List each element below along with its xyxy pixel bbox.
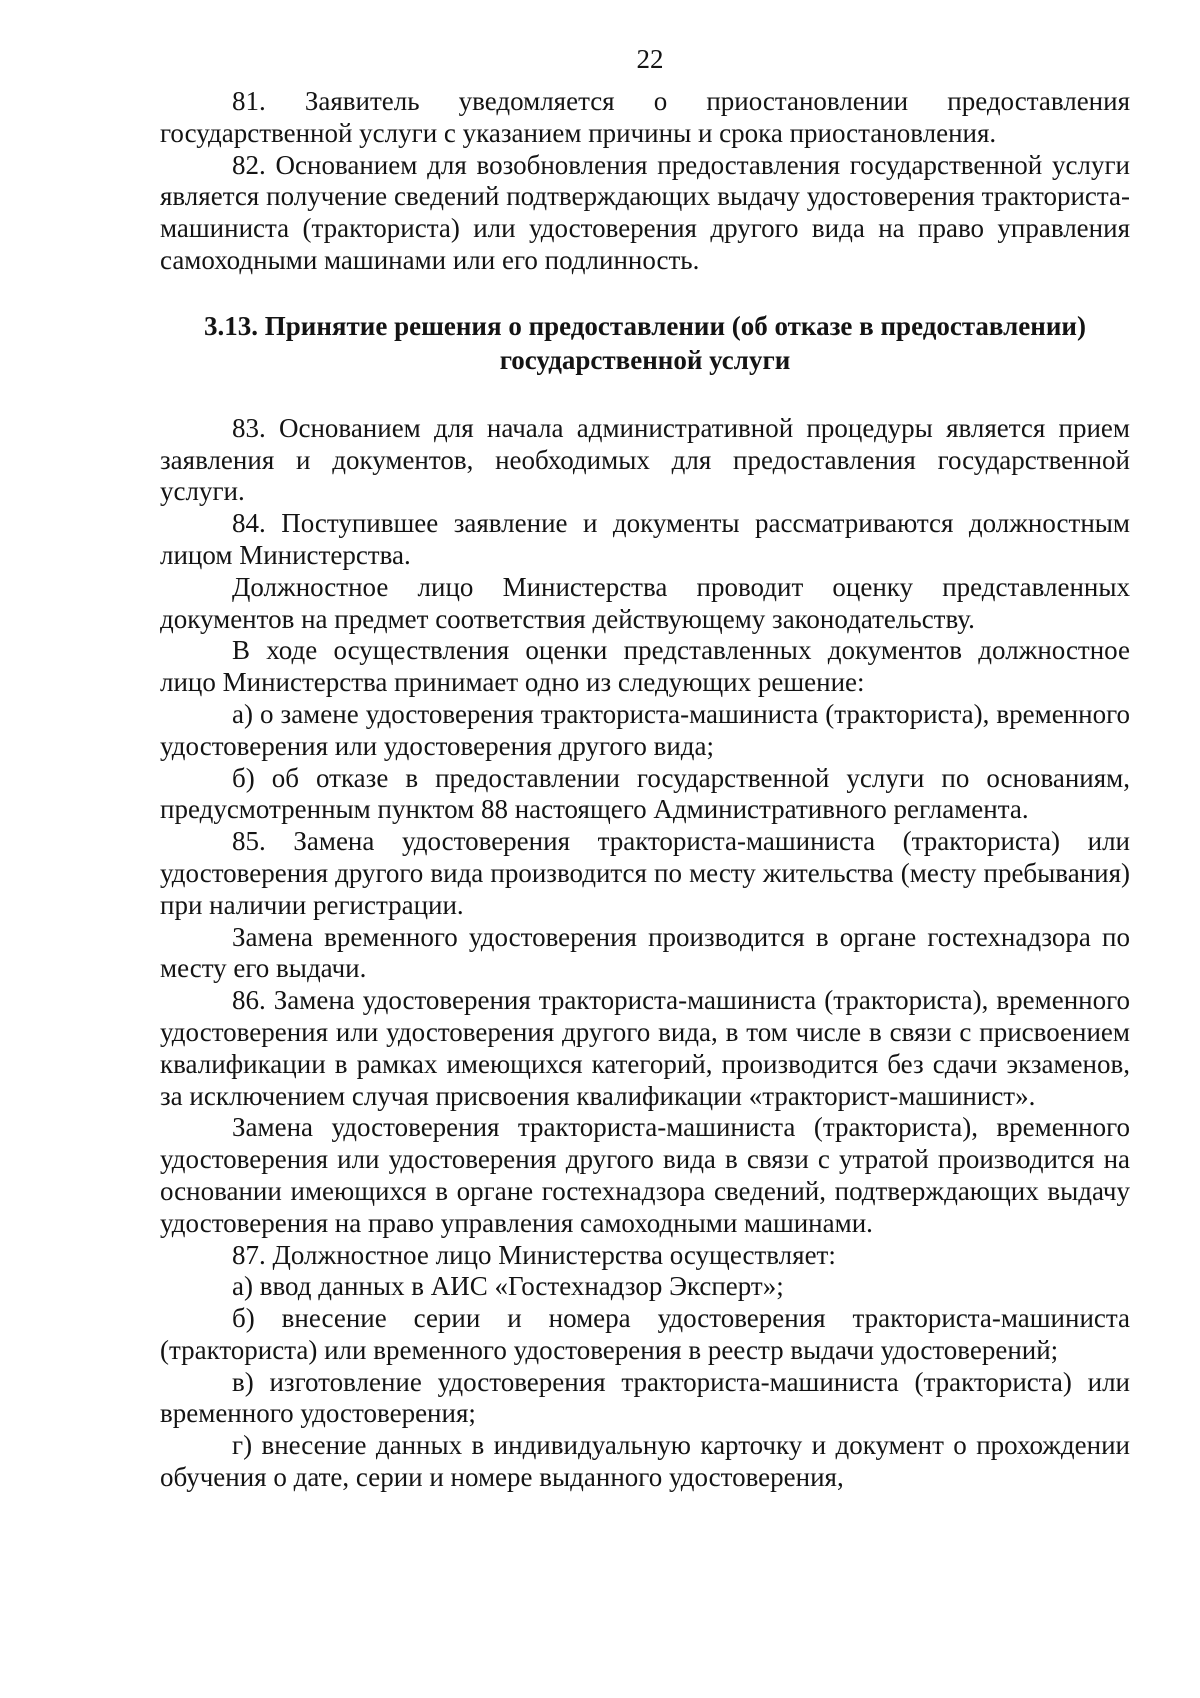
paragraph-84-evaluation: Должностное лицо Министерства проводит оценку представленных документов на предмет соответствия действующему законодательству. [160,571,1130,634]
paragraph-87-item-b: б) внесение серии и номера удостоверения тракториста-машиниста (тракториста) или временного удостоверения в реестр выдачи удостоверений; [160,1303,1130,1365]
paragraph-83: 83. Основанием для начала административной процедуры является прием заявления и документов, необходимых для предоставления государственной услуги. [160,412,1130,507]
paragraph-87-item-a: а) ввод данных в АИС «Гостехнадзор Эксперт»; [232,1271,784,1302]
paragraph-84: 84. Поступившее заявление и документы рассматриваются должностным лицом Министерства. [160,508,1130,570]
page-number: 22 [636,44,664,74]
paragraph-84-item-a: а) о замене удостоверения тракториста-машиниста (тракториста), временного удостоверения или удостоверения другого вида; [160,698,1130,761]
paragraph-84-item-b: б) об отказе в предоставлении государственной услуги по основаниям, предусмотренным пунктом 88 настоящего Административного регламента. [160,762,1130,825]
paragraph-87-item-c: в) изготовление удостоверения тракториста-машиниста (тракториста) или временного удостоверения; [160,1366,1130,1429]
paragraph-81: 81. Заявитель уведомляется о приостановлении предоставления государственной услуги с указанием причины и срока приостановления. [160,86,1130,148]
paragraph-85-temporary: Замена временного удостоверения производится в органе гостехнадзора по месту его выдачи. [160,921,1130,984]
section-heading: 3.13. Принятие решения о предоставлении (об отказе в предоставлении) государственной услуги [204,310,1086,375]
paragraph-84-decision: В ходе осуществления оценки представленных документов должностное лицо Министерства принимает одно из следующих решение: [160,635,1130,698]
paragraph-86-loss: Замена удостоверения тракториста-машиниста (тракториста), временного удостоверения или удостоверения другого вида в связи с утратой производится на основании имеющихся в органе гостехнадзора сведений, подтверждающих выдачу удостоверения на право управления самоходными машинами. [160,1112,1130,1238]
paragraph-87-item-d: г) внесение данных в индивидуальную карточку и документ о прохождении обучения о дате, серии и номере выданного удостоверения, [160,1430,1130,1493]
paragraph-86: 86. Замена удостоверения тракториста-машиниста (тракториста), временного удостоверения или удостоверения другого вида, в том числе в связи с присвоением квалификации в рамках имеющихся категорий, производится без сдачи экзаменов, за исключением случая присвоения квалификации «тракторист-машинист». [160,985,1130,1111]
paragraph-85: 85. Замена удостоверения тракториста-машиниста (тракториста) или удостоверения другого вида производится по месту жительства (месту пребывания) при наличии регистрации. [160,826,1130,920]
paragraph-82: 82. Основанием для возобновления предоставления государственной услуги является получение сведений подтверждающих выдачу удостоверения тракториста-машиниста (тракториста) или удостоверения другого вида на право управления самоходными машинами или его подлинность. [160,149,1130,275]
document-body [160,86,1130,1494]
paragraph-87: 87. Должностное лицо Министерства осуществляет: [232,1239,836,1270]
